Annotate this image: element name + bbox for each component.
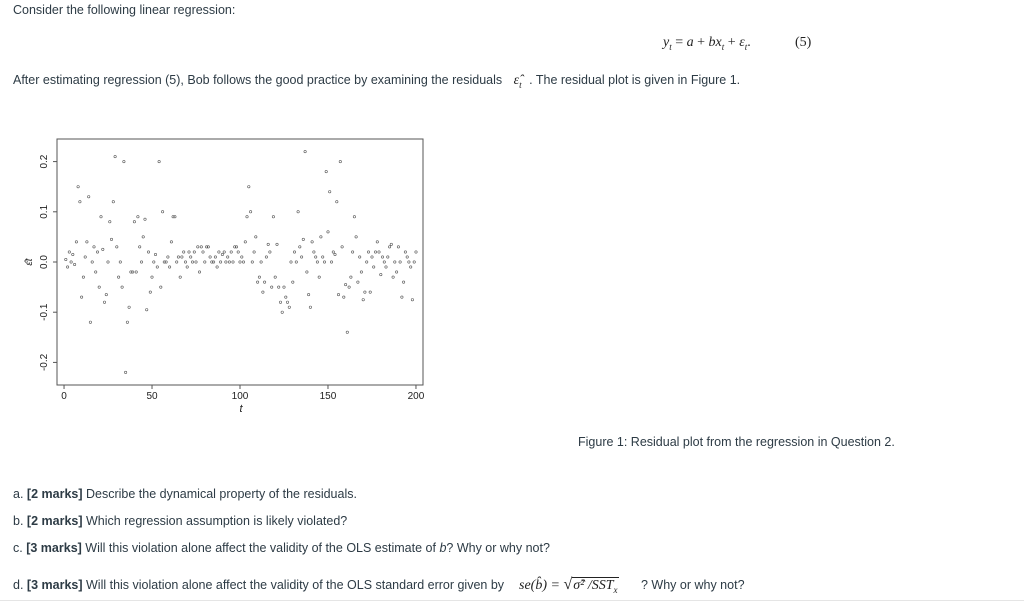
residual-point: [327, 231, 329, 233]
residual-points: [65, 150, 418, 373]
residual-point: [297, 211, 299, 213]
se-formula: [519, 576, 619, 595]
residual-point: [323, 261, 325, 263]
residual-point: [121, 286, 123, 288]
residual-point: [387, 256, 389, 258]
question-c: [13, 541, 550, 555]
residual-point: [251, 261, 253, 263]
residual-point: [404, 251, 406, 253]
residual-point: [390, 243, 392, 245]
residual-point: [228, 261, 230, 263]
residual-point: [336, 201, 338, 203]
residual-point: [290, 261, 292, 263]
residual-point: [309, 306, 311, 308]
residual-point: [334, 253, 336, 255]
residual-point: [191, 261, 193, 263]
residual-point: [123, 160, 125, 162]
regression-equation: [663, 35, 751, 52]
x-tick-label: 150: [319, 391, 337, 402]
residual-point: [95, 271, 97, 273]
eq-a: a: [686, 35, 694, 50]
residual-point: [373, 266, 375, 268]
residual-point: [195, 261, 197, 263]
question-d-after: ? Why or why not?: [641, 578, 745, 592]
residual-point: [190, 256, 192, 258]
y-tick-label: 0.2: [39, 154, 50, 169]
residual-point: [193, 251, 195, 253]
page-bottom-rule: [0, 600, 1024, 601]
residual-point: [318, 276, 320, 278]
residual-point: [265, 256, 267, 258]
question-d: [13, 578, 504, 592]
question-b-label: b.: [13, 514, 24, 528]
residual-point: [394, 261, 396, 263]
y-axis: [39, 154, 57, 371]
residual-point: [153, 261, 155, 263]
residual-point: [237, 251, 239, 253]
residual-point: [114, 155, 116, 157]
y-tick-label: 0.1: [39, 204, 50, 219]
residual-point: [388, 246, 390, 248]
residual-point: [147, 251, 149, 253]
residual-point: [385, 266, 387, 268]
question-a: [13, 487, 357, 501]
residual-point: [256, 281, 258, 283]
residual-point: [410, 266, 412, 268]
residual-point: [397, 246, 399, 248]
residual-point: [112, 201, 114, 203]
residual-point: [248, 186, 250, 188]
residual-point: [225, 261, 227, 263]
eq-plus-1: +: [693, 35, 709, 50]
residual-symbol: [514, 73, 522, 88]
residual-point: [158, 160, 160, 162]
residual-point: [351, 251, 353, 253]
residual-point: [380, 273, 382, 275]
question-c-marks: [3 marks]: [26, 541, 82, 555]
residual-point: [272, 216, 274, 218]
question-a-marks: [2 marks]: [26, 487, 83, 501]
residual-point: [274, 276, 276, 278]
residual-point: [144, 218, 146, 220]
residual-point: [89, 321, 91, 323]
residual-point: [124, 371, 126, 373]
residual-point: [267, 243, 269, 245]
residual-point: [374, 251, 376, 253]
x-tick-label: 50: [146, 391, 158, 402]
eq-y: y: [663, 35, 670, 50]
residual-point: [110, 238, 112, 240]
residual-point: [223, 251, 225, 253]
residual-point: [82, 276, 84, 278]
residual-point: [142, 236, 144, 238]
sqrt-symbol: √: [563, 576, 573, 593]
question-b-text: Which regression assumption is likely violated?: [86, 514, 348, 528]
residual-point: [293, 251, 295, 253]
residual-point: [306, 271, 308, 273]
residual-point: [315, 256, 317, 258]
residual-point: [300, 256, 302, 258]
residual-point: [75, 241, 77, 243]
residual-point: [126, 321, 128, 323]
question-c-label: c.: [13, 541, 23, 555]
residual-point: [86, 241, 88, 243]
residual-point: [378, 251, 380, 253]
residual-point: [295, 261, 297, 263]
residual-point: [65, 258, 67, 260]
residual-point: [167, 256, 169, 258]
para-after: . The residual plot is given in Figure 1.: [529, 73, 741, 87]
y-tick-label: -0.2: [39, 353, 50, 372]
residual-point: [281, 311, 283, 313]
question-a-label: a.: [13, 487, 24, 501]
residual-point: [128, 306, 130, 308]
residual-point: [369, 291, 371, 293]
x-axis: [61, 385, 424, 402]
residual-point: [179, 276, 181, 278]
residual-point: [304, 150, 306, 152]
question-a-text: Describe the dynamical property of the residuals.: [86, 487, 357, 501]
residual-point: [359, 256, 361, 258]
residual-point: [68, 251, 70, 253]
residual-point: [160, 286, 162, 288]
residual-point: [133, 221, 135, 223]
residual-point: [383, 261, 385, 263]
residual-point: [263, 281, 265, 283]
se-formula-radicand: [572, 577, 618, 593]
residual-point: [232, 261, 234, 263]
residual-point: [156, 266, 158, 268]
question-d-text: Will this violation alone affect the validity of the OLS standard error given by: [86, 578, 505, 592]
residual-point: [109, 221, 111, 223]
residual-point: [366, 261, 368, 263]
se-formula-rad-text: σ̂² /SST: [573, 578, 614, 593]
x-tick-label: 200: [407, 391, 425, 402]
residual-point: [357, 281, 359, 283]
residual-point: [66, 266, 68, 268]
residual-point: [364, 291, 366, 293]
residual-plot: [20, 128, 430, 418]
question-d-label: d.: [13, 578, 24, 592]
residual-point: [209, 256, 211, 258]
residual-point: [219, 261, 221, 263]
residual-point: [154, 253, 156, 255]
figure-caption: Figure 1: Residual plot from the regression in Question 2.: [578, 435, 895, 449]
equation-number: (5): [795, 35, 812, 50]
residual-point: [116, 246, 118, 248]
residual-point: [140, 261, 142, 263]
residual-point: [367, 251, 369, 253]
residual-point: [253, 251, 255, 253]
residual-point: [200, 246, 202, 248]
residual-point: [151, 276, 153, 278]
residual-point: [288, 306, 290, 308]
para-before: After estimating regression (5), Bob follows the good practice by examining the residuals: [13, 73, 503, 87]
residual-point: [214, 256, 216, 258]
residual-point: [337, 293, 339, 295]
residual-point: [176, 261, 178, 263]
residual-point: [241, 256, 243, 258]
residual-point: [332, 251, 334, 253]
residual-point: [246, 216, 248, 218]
residual-point: [269, 251, 271, 253]
residual-point: [72, 253, 74, 255]
residual-point: [258, 276, 260, 278]
residual-point: [344, 283, 346, 285]
intro-text: Consider the following linear regression:: [13, 3, 236, 17]
question-b: [13, 514, 347, 528]
residual-point: [207, 246, 209, 248]
question-b-marks: [2 marks]: [26, 514, 83, 528]
residual-point: [105, 293, 107, 295]
eq-eps-sub: t: [744, 41, 748, 52]
residuals-paragraph: [13, 73, 740, 90]
residual-point: [302, 238, 304, 240]
residual-point: [255, 236, 257, 238]
residual-point: [401, 296, 403, 298]
residual-point: [279, 301, 281, 303]
residual-point: [168, 266, 170, 268]
eq-x-sub: t: [721, 41, 725, 52]
residual-point: [107, 261, 109, 263]
residual-point: [346, 331, 348, 333]
residual-point: [188, 251, 190, 253]
residual-point: [204, 261, 206, 263]
residual-point: [77, 186, 79, 188]
y-tick-label: 0.0: [39, 255, 50, 269]
residual-point: [227, 256, 229, 258]
question-c-var: b: [439, 541, 447, 555]
residual-point: [161, 211, 163, 213]
residual-point: [350, 276, 352, 278]
residual-point: [415, 251, 417, 253]
residual-point: [183, 251, 185, 253]
residual-point: [329, 191, 331, 193]
residual-point: [197, 246, 199, 248]
residual-point: [117, 276, 119, 278]
residual-point: [249, 211, 251, 213]
eq-eps: ε: [739, 35, 745, 50]
eq-period: .: [747, 35, 751, 50]
eq-equals: =: [671, 35, 687, 50]
residual-point: [79, 201, 81, 203]
residual-point: [149, 291, 151, 293]
residual-point: [218, 251, 220, 253]
residual-point: [402, 281, 404, 283]
residual-point: [100, 216, 102, 218]
residual-point: [371, 256, 373, 258]
residual-point: [84, 256, 86, 258]
residual-point: [216, 266, 218, 268]
residual-point: [395, 271, 397, 273]
eq-y-sub: t: [669, 41, 672, 52]
residual-point: [330, 261, 332, 263]
eq-b: b: [708, 35, 716, 50]
residual-symbol-epsilon: ε̂: [513, 73, 520, 88]
y-axis-label: ε̂t: [24, 258, 35, 266]
question-c-after: ? Why or why not?: [446, 541, 550, 555]
residual-point: [408, 261, 410, 263]
residual-point: [316, 261, 318, 263]
residual-point: [80, 296, 82, 298]
residual-point: [181, 256, 183, 258]
question-d-marks: [3 marks]: [26, 578, 83, 592]
residual-point: [292, 281, 294, 283]
residual-point: [411, 299, 413, 301]
residual-point: [119, 261, 121, 263]
residual-point: [339, 160, 341, 162]
residual-point: [348, 286, 350, 288]
residual-point: [278, 286, 280, 288]
residual-point: [244, 241, 246, 243]
residual-point: [242, 261, 244, 263]
residual-symbol-sub: t: [519, 79, 522, 90]
residual-point: [137, 216, 139, 218]
residual-point: [406, 256, 408, 258]
residual-point: [376, 241, 378, 243]
residual-point: [413, 261, 415, 263]
residual-point: [343, 296, 345, 298]
x-axis-label: t: [239, 403, 243, 415]
x-tick-label: 100: [231, 391, 249, 402]
residual-point: [260, 261, 262, 263]
residual-point: [262, 291, 264, 293]
eq-plus-2: +: [724, 35, 740, 50]
residual-point: [88, 196, 90, 198]
residual-point: [325, 170, 327, 172]
residual-point: [96, 251, 98, 253]
residual-point: [170, 241, 172, 243]
residual-point: [184, 261, 186, 263]
residual-point: [307, 293, 309, 295]
residual-point: [271, 286, 273, 288]
residual-point: [399, 261, 401, 263]
residual-point: [230, 251, 232, 253]
residual-point: [186, 266, 188, 268]
residual-point: [198, 271, 200, 273]
residual-point: [392, 276, 394, 278]
residual-point: [322, 256, 324, 258]
se-formula-sub: x: [613, 584, 618, 595]
residual-point: [93, 246, 95, 248]
residual-point: [73, 263, 75, 265]
residual-point: [355, 236, 357, 238]
question-c-text: Will this violation alone affect the validity of the OLS estimate of: [85, 541, 436, 555]
residual-point: [239, 261, 241, 263]
residual-point: [285, 296, 287, 298]
residual-point: [311, 241, 313, 243]
residual-point: [202, 251, 204, 253]
y-tick-label: -0.1: [39, 303, 50, 321]
residual-point: [146, 309, 148, 311]
se-formula-lhs: se(b̂) =: [519, 578, 564, 593]
residual-point: [362, 299, 364, 301]
residual-point: [313, 251, 315, 253]
residual-point: [360, 271, 362, 273]
residual-point: [139, 246, 141, 248]
residual-point: [341, 246, 343, 248]
x-tick-label: 0: [61, 391, 67, 402]
residual-point: [299, 246, 301, 248]
residual-point: [177, 256, 179, 258]
residual-point: [102, 248, 104, 250]
residual-point: [381, 256, 383, 258]
residual-point: [276, 243, 278, 245]
residual-point: [320, 236, 322, 238]
residual-point: [135, 271, 137, 273]
eq-x: x: [715, 35, 722, 50]
residual-point: [286, 301, 288, 303]
residual-point: [353, 216, 355, 218]
residual-point: [283, 286, 285, 288]
residual-point: [91, 261, 93, 263]
residual-point: [98, 286, 100, 288]
residual-point: [103, 301, 105, 303]
residual-point: [221, 253, 223, 255]
residual-point: [70, 261, 72, 263]
